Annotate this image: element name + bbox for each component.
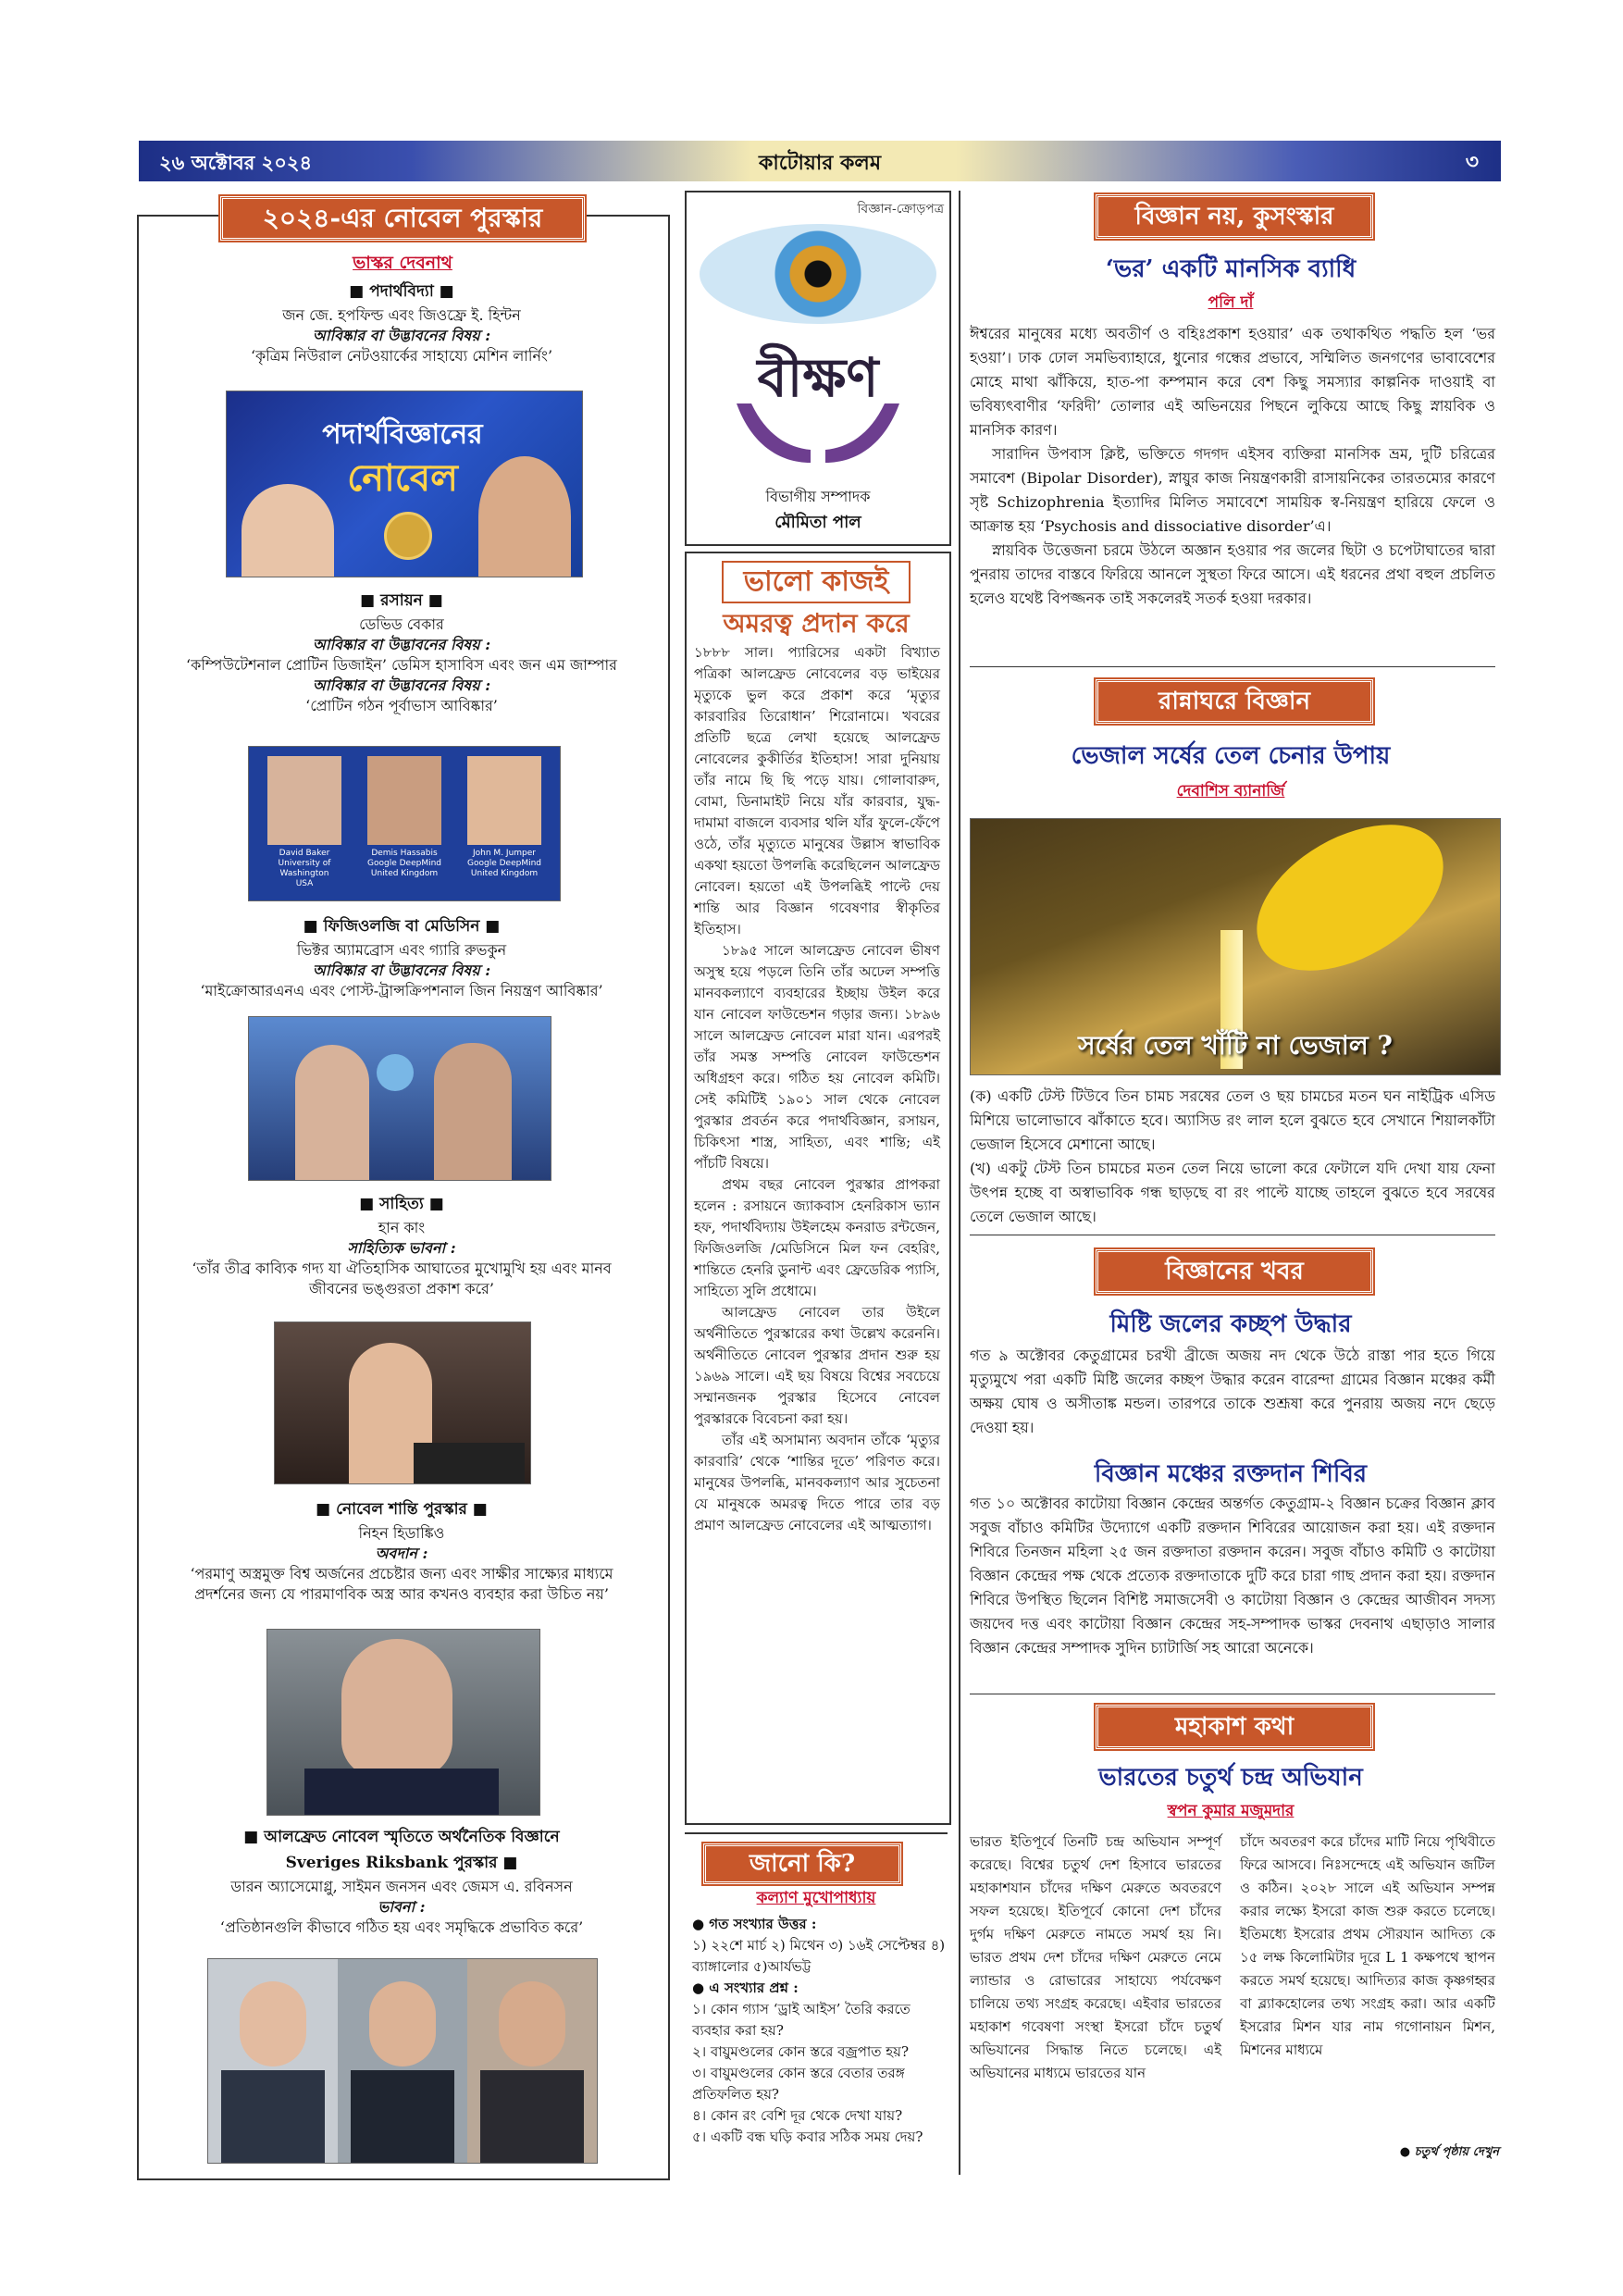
chemistry-photo: [248, 746, 561, 901]
peace-photo: [266, 1629, 540, 1816]
bikkhan-box: [685, 191, 951, 546]
rannaghar-p1: (ক) একটি টেস্ট টিউবে তিন চামচ সরষের তেল ও ছয় চামচের মতন ঘন নাইট্রিক এসিড মিশিয়ে ভালোভাবে ঝাঁকাতে হবে। অ্যাসিড রং লাল হলে বুঝতে হবে সেখানে শিয়ালকাঁটা ভেজাল হিসেবে মেশানো আছে।: [970, 1087, 1495, 1153]
jano-q3: ৩। বায়ুমণ্ডলের কোন স্তরে বেতার তরঙ্গ প্রতিফলিত হয়?: [692, 2065, 905, 2103]
rannaghar-title: ভেজাল সর্ষের তেল চেনার উপায়: [1071, 742, 1391, 770]
jano-answers: ১) ২২শে মার্চ ২) মিথেন ৩) ১৬ই সেপ্টেম্বর ৪) ব্যাঙ্গালোর ৫)আর্যভট্ট: [692, 1937, 946, 1975]
chem-topic2: ‘প্রোটিন গঠন পূর্বাভাস আবিষ্কার’: [305, 697, 498, 714]
rannaghar-author: দেবাশিস ব্যানার্জি: [1176, 782, 1285, 800]
bhalo-p3: প্রথম বছর নোবেল পুরস্কার প্রাপকরা হলেন : রসায়নে জ্যাকবাস হেনরিকাস ভ্যান হফ, পদার্থবিদ্যায় উইলহেম কনরাড রন্টজেন, ফিজিওলজি /মেডিসিনে মিল ফন বেহরিং, শান্তিতে হেনরি ডুনান্ট এবং ফ্রেডেরিক প্যাসি, সাহিত্যে সুলি প্রধোমে।: [694, 1176, 940, 1299]
economics-block: [141, 1825, 663, 1938]
right-column-divider: [959, 191, 960, 2175]
kusanskar-text: [970, 322, 1495, 611]
mahakash-author: স্বপন কুমার মজুমদার: [1167, 1802, 1295, 1820]
jano-author: কল্যাণ মুখোপাধ্যায়: [756, 1889, 876, 1907]
hassabis-caption: [354, 849, 454, 879]
med-topic: ‘মাইক্রোআরএনএ এবং পোস্ট-ট্রান্সক্রিপশনাল জিন নিয়ন্ত্রণ আবিষ্কার’: [200, 982, 603, 999]
kusanskar-p2: সারাদিন উপবাস ক্লিষ্ট, ভক্তিতে গদগদ এইসব ব্যক্তিরা মানসিক ভ্রম, দুটি চরিত্রের সমাবেশ (Bipolar Disorder), স্নায়ুর কাজ নিয়ন্ত্রণকারী রাসায়নিকের তারতম্যের কারণে সৃষ্ট Schizophrenia ইত্যাদির মিলিত সমাবেশে সাময়িক স্ব-নিয়ন্ত্রণ হারিয়ে ফেলে ও আক্রান্ত হয় ‘Psychosis and dissociative disorder’এ।: [970, 445, 1495, 535]
peace-head: ■ নোবেল শান্তি পুরস্কার ■: [316, 1500, 488, 1519]
med-sub: আবিষ্কার বা উদ্ভাবনের বিষয় :: [312, 962, 491, 979]
cap1-name: David Baker: [279, 849, 330, 858]
econ-sub: ভাবনা :: [378, 1898, 426, 1916]
ambros-portrait: [295, 1045, 369, 1180]
khabar-title1: মিষ্টি জলের কচ্ছপ উদ্ধার: [1109, 1310, 1352, 1338]
medicine-block: [141, 914, 663, 1001]
bhalo-p2: ১৮৯৫ সালে আলফ্রেড নোবেল ভীষণ অসুস্থ হয়ে পড়লে তিনি তাঁর অঢেল সম্পত্তি মানবকল্যাণে ব্যবহারের ইচ্ছায় উইল করে যান নোবেল ফাউন্ডেশন গড়ার জন্য। ১৮৯৬ সালে আলফ্রেড নোবেল মারা যান। এরপরই তাঁর সমস্ত সম্পত্তি নোবেল ফাউন্ডেশন অধিগ্রহণ করে। গঠিত হয় নোবেল কমিটি। সেই কমিটিই ১৯০১ সাল থেকে নোবেল পুরস্কার প্রবর্তন করে পদার্থবিজ্ঞান, রসায়ন, চিকিৎসা শাস্ত্র, সাহিত্য, এবং শান্তি; এই পাঁচটি বিষয়ে।: [694, 942, 940, 1172]
jano-ans-head: ● গত সংখ্যার উত্তর :: [692, 1916, 817, 1932]
hassabis-portrait: [367, 756, 441, 845]
lit-name: হান কাং: [378, 1219, 426, 1236]
econ-names: ডারন অ্যাসেমোগ্লু, সাইমন জনসন এবং জেমস এ. রবিনসন: [230, 1878, 573, 1895]
kusanskar-p1: ঈশ্বরের মানুষের মধ্যে অবতীর্ণ ও বহিঃপ্রকাশ হওয়ার’ এক তথাকথিত পদ্ধতি হল ‘ভর হওয়া’। ঢাক ঢোল সমভিব্যাহারে, ধুনোর গন্ধের প্রভাবে, সম্মিলিত জনগণের ভাবাবেশের মোহে মাথা ঝাঁকিয়ে, হাত-পা কম্পমান করে বেশ কিছু সমস্যার কাল্পনিক দাওয়াই বা ভবিষ্যৎবাণীর ‘ফরিদী’ তোলার এই অভিনয়ের পিছনে লুকিয়ে আছে কিছু স্নায়বিক ও মানসিক কারণ।: [970, 325, 1495, 439]
mahakash-col1: ভারত ইতিপূর্বে তিনটি চন্দ্র অভিযান সম্পূর্ণ করেছে। বিশ্বের চতুর্থ দেশ হিসাবে ভারতের মহাকাশযান চাঁদের দক্ষিণ মেরুতে অবতরণে সফল হয়েছে। ইতিপূর্বে কোনো দেশ চাঁদের দুর্গম দক্ষিণ মেরুতে নামতে সমর্থ হয় নি। ভারত প্রথম দেশ চাঁদের দক্ষিণ মেরুতে নেমে ল্যান্ডার ও রোভারের সাহায্যে পর্যবেক্ষণ চালিয়ে তথ্য সংগ্রহ করেছে। এইবার ভারতের মহাকাশ গবেষণা সংস্থা ইসরো চাঁদে চতুর্থ অভিযানের সিদ্ধান্ত নিতে চলেছে। এই অভিযানের মাধ্যমে ভারতের যান: [970, 1833, 1221, 2081]
bikkhan-tag: বিজ্ঞান-ক্রোড়পত্র: [857, 202, 944, 217]
cap2-org: Google DeepMind: [367, 859, 441, 868]
bhalo-text: [694, 642, 940, 1536]
physics-names: জন জে. হপফিল্ড এবং জিওফ্রে ই. হিন্টন: [282, 306, 521, 324]
page-number: ৩: [1465, 150, 1479, 174]
cap1-country: USA: [295, 879, 314, 888]
rannaghar-section: রান্নাঘরে বিজ্ঞান: [1096, 679, 1373, 724]
jumper-caption: [454, 849, 554, 879]
cap3-org: Google DeepMind: [467, 859, 541, 868]
divider-1: [970, 666, 1495, 667]
bikkhan-editor: মৌমিতা পাল: [774, 513, 861, 532]
jano-text: [692, 1914, 948, 2148]
physics-topic: ‘কৃত্রিম নিউরাল নেটওয়ার্কের সাহায্যে মেশিন লার্নিং’: [250, 347, 553, 365]
rannaghar-text: [970, 1085, 1495, 1229]
jumper-portrait: [467, 756, 541, 845]
mustard-oil-photo-text: সর্ষের তেল খাঁটি না ভেজাল ?: [1078, 1030, 1393, 1061]
physics-head: ■ পদার্থবিদ্যা ■: [349, 282, 454, 301]
hands-icon: [733, 398, 903, 466]
cap2-name: Demis Hassabis: [371, 849, 438, 858]
mahakash-section: মহাকাশ কথা: [1096, 1705, 1373, 1749]
jano-q-head: ● এ সংখ্যার প্রশ্ন :: [692, 1980, 799, 1996]
kusanskar-author: পলি দাঁ: [1208, 293, 1254, 312]
nobel-medal-icon: [384, 512, 432, 560]
cap1-org: University of Washington: [278, 859, 331, 878]
kusanskar-section: বিজ্ঞান নয়, কুসংস্কার: [1096, 194, 1373, 239]
lit-topic1: ‘তাঁর তীব্র কাব্যিক গদ্য যা ঐতিহাসিক আঘাতের মুখোমুখি হয় এবং মানব: [192, 1260, 612, 1277]
lit-head: ■ সাহিত্য ■: [359, 1195, 444, 1213]
masthead-bar: [139, 141, 1501, 181]
bhalo-p5: তাঁর এই অসামান্য অবদান তাঁকে ‘মৃত্যুর কারবারি’ থেকে ‘শান্তির দূতে’ পরিণত করে। মানুষের উপলব্ধি, মানবকল্যাণ আর সুচেতনা যে মানুষকে অমরত্ব দিতে পারে তার বড় প্রমাণ আলফ্রেড নোবেলের এই আত্মত্যাগ।: [694, 1432, 940, 1533]
chem-head: ■ রসায়ন ■: [360, 591, 443, 610]
physics-block: [141, 279, 663, 366]
medicine-photo: [248, 1016, 551, 1181]
acemoglu-photo: [208, 1959, 338, 2163]
molecule-icon: [377, 1054, 414, 1091]
peace-sub: অবদান :: [375, 1545, 428, 1562]
jano-q5: ৫। একটি বন্ধ ঘড়ি কবার সঠিক সময় দেয়?: [692, 2128, 923, 2145]
hopfield-portrait: [242, 484, 334, 577]
oil-bottle: [1232, 818, 1468, 1000]
bhalo-title1: ভালো কাজই: [722, 561, 911, 603]
jano-q1: ১। কোন গ্যাস ‘ড্রাই আইস’ তৈরি করতে ব্যবহার করা হয়?: [692, 2001, 911, 2039]
bhalo-p1: ১৮৮৮ সাল। প্যারিসের একটা বিখ্যাত পত্রিকা আলফ্রেড নোবেলের বড় ভাইয়ের মৃত্যুকে ভুল করে প্রকাশ করে ‘মৃত্যুর কারবারির তিরোধান’ শিরোনামে। খবরের প্রতিটি ছত্রে লেখা হয়েছে আলফ্রেড নোবেলের কুকীর্তির ইতিহাস! সারা দুনিয়ায় তাঁর নামে ছি ছি পড়ে যায়। গোলাবারুদ, বোমা, ডিনামাইট নিয়ে যাঁর কারবার, যুদ্ধ-দামামা বাজলে ব্যবসার থলি যাঁর ফুলে-ফেঁপে ওঠে, তাঁর মৃত্যুতে মানুষের উল্লাস স্বাভাবিক একথা হয়তো উপলব্ধি করেছিলেন আলফ্রেড নোবেল। হয়তো এই উপলব্ধিই পাল্টে দেয় শান্তি আর বিজ্ঞান গবেষণার স্বীকৃতির ইতিহাস।: [694, 644, 940, 937]
physics-photo-text1: পদার্থবিজ্ঞানের: [322, 418, 483, 451]
jano-q4: ৪। কোন রং বেশি দূর থেকে দেখা যায়?: [692, 2107, 903, 2124]
physics-photo: [226, 391, 583, 577]
lit-topic2: জীবনের ভঙ্গুরতা প্রকাশ করে’: [309, 1280, 494, 1297]
baker-caption: [254, 849, 354, 889]
khabar-section: বিজ্ঞানের খবর: [1096, 1249, 1373, 1294]
med-head: ■ ফিজিওলজি বা মেডিসিন ■: [303, 917, 501, 936]
kusanskar-title: ‘ভর’ একটি মানসিক ব্যাধি: [1105, 255, 1357, 283]
econ-head2: Sveriges Riksbank পুরস্কার ■: [285, 1854, 518, 1872]
bhalo-p4: আলফ্রেড নোবেল তার উইলে অর্থনীতিতে পুরস্কারের কথা উল্লেখ করেননি। অর্থনীতিতে নোবেল পুরস্কার প্রদান শুরু হয় ১৯৬৯ সালে। এই ছয় বিষয়ে বিশ্বের সবচেয়ে সম্মানজনক পুরস্কার হিসেবে নোবেল পুরস্কারকে বিবেচনা করা হয়।: [694, 1304, 940, 1427]
chem-sub2: আবিষ্কার বা উদ্ভাবনের বিষয় :: [312, 676, 491, 694]
bikkhan-title: বীক্ষণ: [757, 346, 879, 409]
lit-sub: সাহিত্যিক ভাবনা :: [347, 1239, 456, 1257]
ruvkun-portrait: [434, 1043, 512, 1180]
mahakash-col2: চাঁদে অবতরণ করে চাঁদের মাটি নিয়ে পৃথিবীতে ফিরে আসবে। নিঃসন্দেহে এই অভিযান জটিল ও কঠিন। ২০২৮ সালে এই অভিযান সম্পন্ন করার লক্ষ্যে ইসরো কাজ শুরু করতে চলেছে। ইতিমধ্যে ইসরোর প্রথম সৌরযান আদিত্য কে ১৫ লক্ষ কিলোমিটার দূরে L 1 কক্ষপথে স্থাপন করতে সমর্থ হয়েছে। আদিত্যর কাজ কৃষ্ণগহ্বর বা ব্ল্যাকহোলের তথ্য সংগ্রহ করা। আর একটি ইসরোর মিশন যার নাম গগোনায়ন মিশন, মিশনের মাধ্যমে: [1240, 1833, 1495, 2058]
kusanskar-p3: স্নায়বিক উত্তেজনা চরমে উঠলে অজ্ঞান হওয়ার পর জলের ছিটা ও চপেটাঘাতের দ্বারা পুনরায় তাদের বাস্তবে ফিরিয়ে আনলে সুস্থতা ফিরে আসে। এই ধরনের প্রথা বহুল প্রচলিত হলেও যথেষ্ট বিপজ্জনক তাই সকলেরই সতর্ক হওয়া দরকার।: [970, 541, 1495, 607]
chem-topic1: ‘কম্পিউটেশনাল প্রোটিন ডিজাইন’ ডেমিস হাসাবিস এবং জন এম জাম্পার: [186, 656, 617, 674]
peace-name: নিহন হিডাঙ্কিও: [358, 1524, 445, 1542]
khabar-p1: গত ৯ অক্টোবর কেতুগ্রামের চরখী ব্রীজে অজয় নদ থেকে উঠে রাস্তা পার হতে গিয়ে মৃত্যুমুখে পরা একটি মিষ্টি জলের কচ্ছপ উদ্ধার করেন বারেন্দা গ্রামের বিজ্ঞান মঞ্চের কর্মী অক্ষয় ঘোষ ও অসীতাঙ্ক মন্ডল। তারপরে তাকে শুশ্রূষা করে পুনরায় অজয় নদে ছেড়ে দেওয়া হয়।: [970, 1347, 1495, 1436]
mahakash-continued: ● চতুর্থ পৃষ্ঠায় দেখুন: [1399, 2145, 1499, 2159]
med-names: ভিক্টর অ্যামব্রোস এবং গ্যারি রুভকুন: [296, 941, 507, 959]
cap2-country: United Kingdom: [370, 869, 439, 878]
khabar-title2: বিজ্ঞান মঞ্চের রক্তদান শিবির: [1094, 1460, 1368, 1488]
robinson-photo: [467, 1959, 597, 2163]
jano-q2: ২। বায়ুমণ্ডলের কোন স্তরে বজ্রপাত হয়?: [692, 2043, 910, 2060]
bikkhan-editor-label: বিভাগীয় সম্পাদক: [765, 488, 871, 505]
chem-name1: ডেভিড বেকার: [359, 615, 444, 633]
peace-topic1: ‘পরমাণু অস্ত্রমুক্ত বিশ্ব অর্জনের প্রচেষ্টার জন্য এবং সাক্ষীর সাক্ষ্যের মাধ্যমে: [190, 1565, 613, 1582]
cap3-country: United Kingdom: [470, 869, 539, 878]
econ-head: ■ আলফ্রেড নোবেল স্মৃতিতে অর্থনৈতিক বিজ্ঞানে: [243, 1828, 560, 1846]
rannaghar-p2: (খ) একটু টেস্ট তিন চামচের মতন তেল নিয়ে ভালো করে ফেটালে যদি দেখা যায় ফেনা উৎপন্ন হচ্ছে বা অস্বাভাবিক গন্ধ ছাড়ছে বা রং পাল্টে যাচ্ছে তাহলে বুঝতে হবে সরষের তেলে ভেজাল আছে।: [970, 1160, 1495, 1225]
nobel-section-title: ২০২৪-এর নোবেল পুরস্কার: [220, 196, 585, 241]
physics-sub: আবিষ্কার বা উদ্ভাবনের বিষয় :: [312, 327, 491, 344]
eye-graphic: [700, 224, 936, 324]
cap3-name: John M. Jumper: [473, 849, 536, 858]
chem-sub1: আবিষ্কার বা উদ্ভাবনের বিষয় :: [312, 636, 491, 653]
chemistry-block: [141, 589, 663, 716]
khabar-p2: গত ১০ অক্টোবর কাটোয়া বিজ্ঞান কেন্দ্রের অন্তর্গত কেতুগ্রাম-২ বিজ্ঞান চক্রের বিজ্ঞান ক্লাব সবুজ বাঁচাও কমিটির উদ্যোগে একটি রক্তদান শিবিরের আয়োজন করা হয়। এই রক্তদান শিবিরে তিনজন মহিলা ২৫ জন রক্তদাতা রক্তদান করেন। সবুজ বাঁচাও কমিটি ও কাটোয়া বিজ্ঞান কেন্দ্রের পক্ষ থেকে প্রত্যেক রক্তদাতাকে দুটি করে চারা গাছ প্রদান করা হয়। রক্তদান শিবিরে উপস্থিত ছিলেন বিশিষ্ট সমাজসেবী ও কাটোয়া বিজ্ঞান ও কেন্দ্রের আজীবন সদস্য জয়দেব দত্ত এবং কাটোয়া বিজ্ঞান কেন্দ্রের সহ-সম্পাদক ভাস্কর দেবনাথ এছাড়াও সালার বিজ্ঞান কেন্দ্রের সম্পাদক সুদিন চ্যাটার্জি সহ আরো অনেকে।: [970, 1495, 1495, 1657]
paper-name: কাটোয়ার কলম: [758, 151, 882, 175]
hinton-portrait: [478, 456, 571, 577]
issue-date: ২৬ অক্টোবর ২০২৪: [159, 151, 313, 174]
suit: [304, 1769, 499, 1815]
peace-topic2: প্রদর্শনের জন্য যে পারমাণবিক অস্ত্র আর কখনও ব্যবহার করা উচিত নয়’: [194, 1585, 609, 1603]
physics-photo-text2: নোবেল: [347, 456, 458, 500]
podium: [414, 1443, 525, 1483]
mahakash-title: ভারতের চতুর্থ চন্দ্র অভিযান: [1098, 1764, 1363, 1792]
bhalo-title2: অমরত্ব প্রদান করে: [723, 608, 910, 639]
nobel-author: ভাস্কর দেবনাথ: [353, 253, 452, 273]
tanaka-portrait: [341, 1639, 452, 1778]
econ-topic: ‘প্রতিষ্ঠানগুলি কীভাবে গঠিত হয় এবং সমৃদ্ধিকে প্রভাবিত করে’: [219, 1918, 584, 1936]
mustard-oil-photo: [970, 818, 1501, 1075]
literature-block: [141, 1192, 663, 1299]
johnson-photo: [338, 1959, 467, 2163]
jano-title: জানো কি?: [703, 1843, 901, 1884]
economics-photo: [207, 1958, 598, 2164]
peace-block: [141, 1497, 663, 1605]
literature-photo: [274, 1322, 531, 1484]
baker-portrait: [267, 756, 341, 845]
